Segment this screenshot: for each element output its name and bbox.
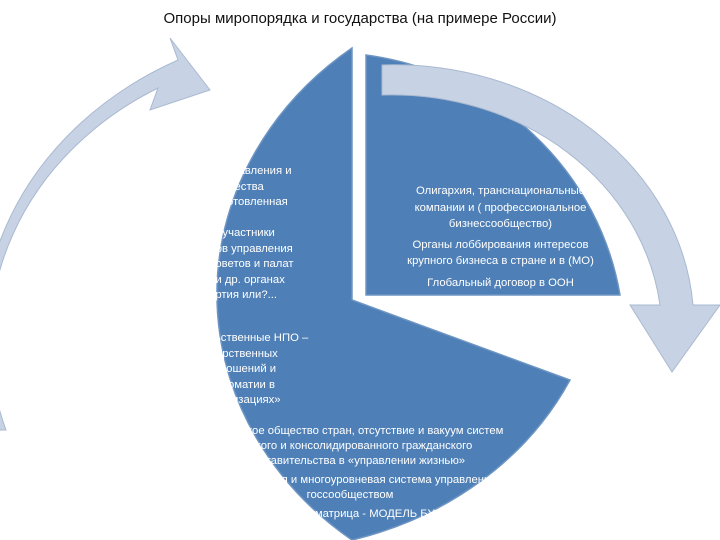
text-line: компании и ( профессиональное — [414, 201, 587, 214]
text-line: управления, ОНФ – партия или?... — [96, 289, 278, 301]
text-line: при президенте страны и др. органах — [89, 273, 285, 286]
text-fragment: оон – юнеско — [149, 409, 219, 422]
segment-right-text — [373, 183, 628, 291]
text-line: Горизонтальная и многоуровневая система управления — [203, 474, 497, 486]
text-line: госсообществом — [306, 489, 394, 501]
text-line: (РОССИЯ) — [158, 304, 216, 317]
text-line: вертикали власти и органов управления — [81, 242, 293, 255]
segment-left-middle-text — [62, 331, 327, 424]
text-line: Органы государственного управления и — [82, 165, 292, 177]
text-line: Политические партии - участники — [99, 227, 275, 239]
text-line: Олигархия, транснациональные — [415, 185, 586, 197]
text-line: Организационная матрица - МОДЕЛЬ БУДУЩЕГО — [218, 508, 482, 520]
page-title: Опоры миропорядка и государства (на примере России) — [163, 10, 557, 27]
text-line: участники межгосударственных — [111, 347, 278, 360]
text-line: представительства в «управлении жизнью» — [234, 455, 466, 467]
segment-bottom-text — [170, 424, 530, 522]
text-line: Система общественных советов и палат — [80, 258, 294, 270]
text-line: «международных организациях» — [108, 394, 281, 406]
text-fragment-small: и др. — [221, 411, 240, 421]
text-line: многосторонней дипломатии в — [114, 378, 275, 391]
text-line: Органы и около правительственные НПО – — [80, 332, 309, 344]
text-line: (профессиональная и подготовленная — [86, 196, 288, 208]
text-line — [62, 409, 327, 425]
text-line: бюрократия) — [153, 211, 221, 224]
text-line: (международных) отношений и — [112, 363, 277, 375]
text-line: крупного бизнеса в стране и в (МО) — [407, 255, 594, 267]
text-line: бизнессообщество) — [448, 218, 553, 230]
text-line: Гражданское общество стран, отсутствие и вакуум систем — [196, 425, 504, 437]
text-line: Органы лоббирования интересов — [412, 238, 589, 251]
segment-left-top-text — [52, 164, 322, 319]
text-line: безопасности госсообщества — [110, 180, 264, 193]
text-line: Глобальный договор в ООН — [427, 276, 574, 289]
text-line: широкого и консолидированного гражданского — [227, 440, 473, 452]
